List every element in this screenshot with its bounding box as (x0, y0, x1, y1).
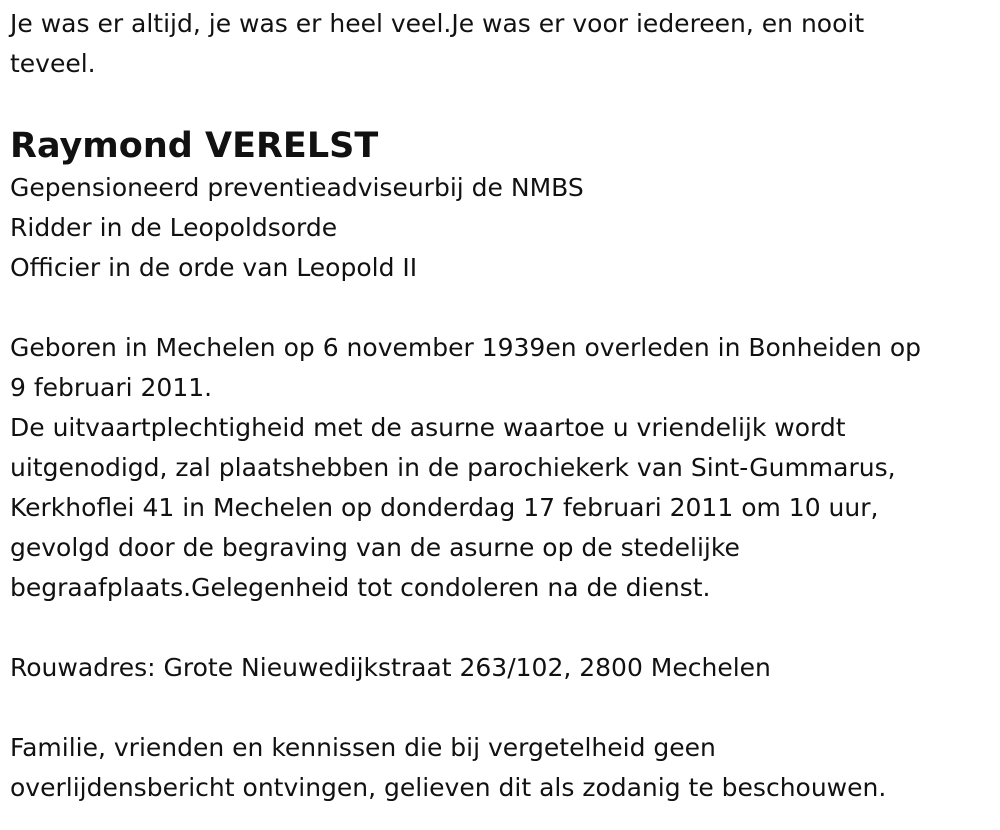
title-line-3: Officier in de orde van Leopold II (10, 253, 418, 282)
closing-block (10, 728, 985, 808)
spacer (10, 688, 985, 728)
closing-line-1: Familie, vrienden en kennissen die bij vergetelheid geen (10, 733, 716, 762)
quote-line-1: Je was er altijd, je was er heel veel.Je was er voor iedereen, en nooit (10, 9, 865, 38)
memorial-quote (10, 4, 985, 84)
announcement-line-2: 9 februari 2011. (10, 373, 213, 402)
announcement-line-7: begraafplaats.Gelegenheid tot condoleren na de dienst. (10, 573, 711, 602)
closing-line-2: overlijdensbericht ontvingen, gelieven dit als zodanig te beschouwen. (10, 773, 887, 802)
title-line-1: Gepensioneerd preventieadviseurbij de NMBS (10, 173, 584, 202)
announcement-line-1: Geboren in Mechelen op 6 november 1939en overleden in Bonheiden op (10, 333, 922, 362)
titles-block (10, 168, 985, 288)
obituary-document (10, 0, 985, 808)
spacer (10, 288, 985, 328)
quote-line-2: teveel. (10, 49, 96, 78)
mourning-address: Rouwadres: Grote Nieuwedijkstraat 263/102, 2800 Mechelen (10, 653, 771, 682)
title-line-2: Ridder in de Leopoldsorde (10, 213, 338, 242)
announcement-block (10, 328, 985, 608)
announcement-line-4: uitgenodigd, zal plaatshebben in de parochiekerk van Sint-Gummarus, (10, 453, 896, 482)
spacer (10, 608, 985, 648)
announcement-line-5: Kerkhoflei 41 in Mechelen op donderdag 17 februari 2011 om 10 uur, (10, 493, 879, 522)
announcement-line-6: gevolgd door de begraving van de asurne op de stedelijke (10, 533, 740, 562)
deceased-name: Raymond VERELST (10, 126, 379, 166)
announcement-line-3: De uitvaartplechtigheid met de asurne waartoe u vriendelijk wordt (10, 413, 846, 442)
